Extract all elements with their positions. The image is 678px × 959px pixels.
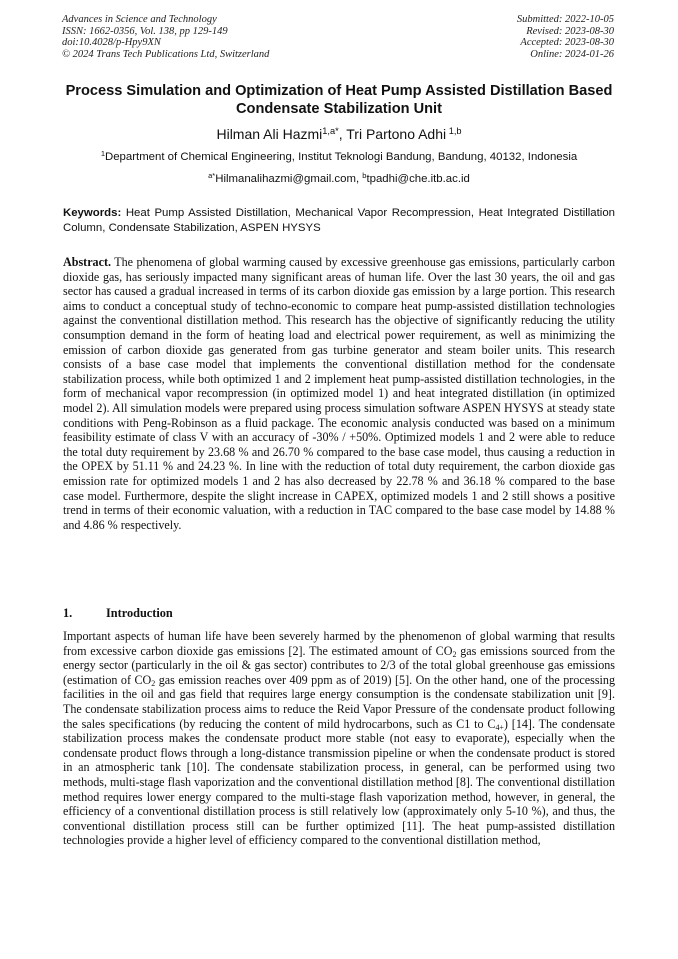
revised-date: Revised: 2023-08-30 (526, 25, 614, 37)
publication-info (62, 14, 269, 60)
abstract-text: The phenomena of global warming caused by excessive greenhouse gas emissions, particularly carbon dioxide gas, has seriously impacted many significant areas of human life. Over the last 30 years, the oil and gas sector has caused a gradual increased in terms of its carbon dioxide gas emission by a large portion. This research aims to conduct a conceptual study of techno-economic to compare heat pump-assisted distillation technologies against the conventional distillation method. This research has the objective of significantly reducing the utility consumption demand in the form of heating load and electrical power requirement, as well as minimizing the emission of carbon dioxide gas generated from gas turbine generator and steam boiler units. This research consists of a base case model that implements the conventional distillation method for the condensate stabilization process, while both optimized 1 and 2 implement heat pump-assisted distillation technologies, in the form of mechanical vapor recompression (in optimized model 1) and heat integrated distillation (in optimized model 2). All simulation models were prepared using process simulation software ASPEN HYSYS at steady state conditions with Peng-Robinson as a fluid package. The economic analysis conducted was based on a minimum feasibility estimate of class V with an accuracy of -30% / +50%. Optimized models 1 and 2 were able to reduce the total duty requirement by 23.68 % and 26.70 % compared to the base case model, thus causing a reduction in the OPEX by 51.11 % and 24.23 %. In line with the reduction of total duty requirement, the carbon dioxide gas emission rate for optimized models 1 and 2 has also decreased by 22.78 % and 36.18 % compared to the base case model. Furthermore, despite the slight increase in CAPEX, optimized models 1 and 2 still shows a positive trend in terms of their economic valuation, with a reduction in TAC compared to the base case model by 14.88 % and 4.86 % respectively. (63, 255, 615, 532)
affiliation-marker: 1 (100, 148, 105, 158)
body-text: gas emissions sourced from the energy sector (particularly in the oil & gas sector) contributes to 2/3 of the total global greenhouse gas emissions (estimation of CO (63, 643, 615, 687)
section-number: 1. (63, 606, 73, 620)
author-affiliation-marker: 1,a* (322, 125, 339, 136)
author-emails (0, 172, 678, 186)
keywords-text: Heat Pump Assisted Distillation, Mechanical Vapor Recompression, Heat Integrated Distillation Column, Condensate Stabilization, ASPEN HYSYS (63, 207, 615, 234)
abstract (63, 255, 615, 532)
affiliation-text: Department of Chemical Engineering, Institut Teknologi Bandung, Bandung, 40132, Indonesia (105, 151, 578, 163)
body-text: ) [14]. The condensate stabilization process makes the condensate product more stable (not easy to evaporate), especially when the condensate product flows through a long-distance transmission pipeline or when the condensate product is stored in an atmospheric tank [10]. The condensate stabilization process, in general, can be performed using two methods, multi-stage flash vaporization and the conventional distillation method [8]. The conventional distillation method requires lower energy compared to the multi-stage flash vaporization method, however, in general, the efficiency of a conventional distillation process is still relatively low (approximately only 5-10 %), and thus, the conventional distillation process still can be further optimized [11]. The heat pump-assisted distillation technologies provide a higher level of efficiency compared to the conventional distillation method, (63, 716, 615, 848)
section-heading (63, 606, 173, 621)
email-marker: a* (208, 170, 216, 180)
journal-name: Advances in Science and Technology (62, 14, 217, 25)
subscript: 2 (452, 649, 457, 659)
abstract-label: Abstract. (63, 255, 112, 269)
author-affiliation-marker: 1,b (446, 125, 462, 136)
introduction-paragraph (63, 629, 615, 848)
email-separator: , (355, 173, 363, 185)
submitted-date: Submitted: 2022-10-05 (516, 14, 614, 25)
author-list (0, 126, 678, 143)
email-link[interactable]: Hilmanalihazmi@gmail.com (215, 173, 356, 185)
publication-dates (517, 14, 614, 60)
author-name: Hilman Ali Hazmi (216, 126, 323, 142)
section-title: Introduction (106, 606, 173, 620)
body-text: gas emission reaches over 409 ppm as of 2019) [5]. On the other hand, one of the processing facilities in the oil and gas field that requires large energy consumption is the condensate stabilization unit [9]. The condensate stabilization process aims to reduce the Reid Vapor Pressure of the condensate product following the sales specifications (by reducing the content of mild hydrocarbons, such as C1 to C (63, 672, 615, 731)
doi-line: doi:10.4028/p-Hpy9XN (62, 37, 161, 49)
email-marker: b (362, 170, 367, 180)
subscript: 4+ (495, 722, 504, 732)
accepted-date: Accepted: 2023-08-30 (520, 37, 614, 49)
body-text: Important aspects of human life have been severely harmed by the phenomenon of global warming that results from excessive carbon dioxide gas emissions [2]. The estimated amount of CO (63, 629, 615, 658)
keywords (63, 206, 615, 235)
author-name: Tri Partono Adhi (346, 126, 447, 142)
keywords-label: Keywords: (63, 207, 122, 219)
author-separator: , (338, 126, 347, 142)
issn-line: ISSN: 1662-0356, Vol. 138, pp 129-149 (62, 25, 228, 37)
subscript: 2 (151, 678, 156, 688)
affiliation (0, 150, 678, 164)
online-date: Online: 2024-01-26 (530, 48, 614, 60)
copyright-line: © 2024 Trans Tech Publications Ltd, Switzerland (62, 48, 270, 60)
email-link[interactable]: tpadhi@che.itb.ac.id (366, 173, 470, 185)
paper-title: Process Simulation and Optimization of Heat Pump Assisted Distillation Based Condensate Stabilization Unit (65, 83, 613, 117)
